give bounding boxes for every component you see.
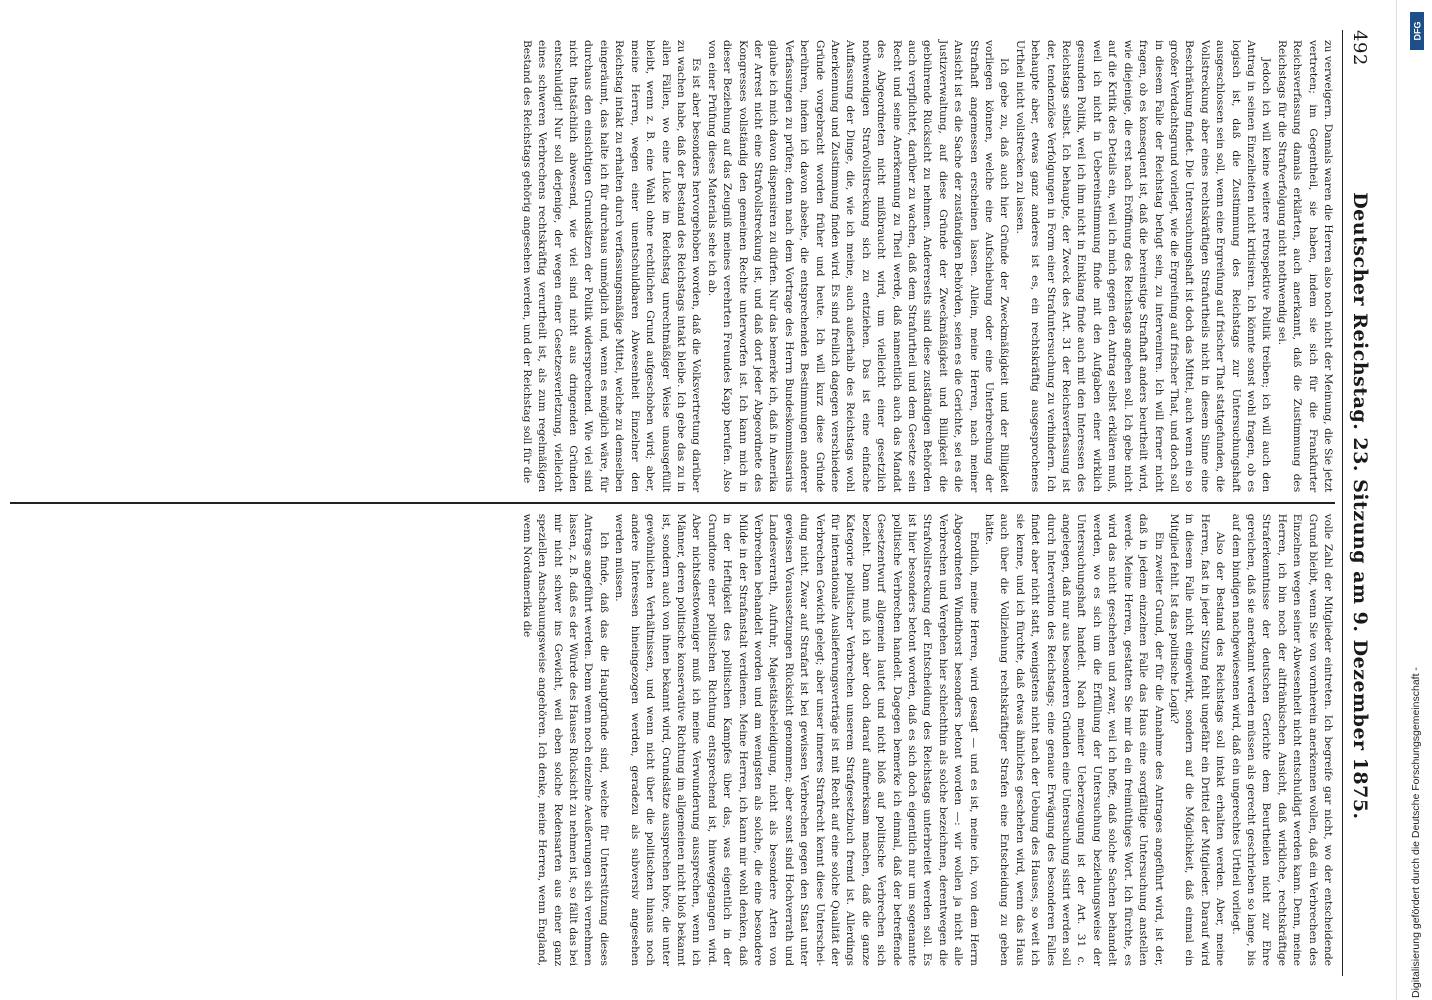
paragraph: Es ist aber besonders hervorgehoben worden, daß die Volksvertretung darüber zu wachen habe, daß der Bestand des Reichstags intakt bleibe. Ich gebe das zu in allen Fällen, wo eine Lücke im Reichstag unrechtmäßiger Weise unausgefüllt bleibt, wenn z. B. eine Wahl ohne rechtlichen Grund aufgeschoben wird; aber, meine Herren, wegen einer unentschuldbaren Abwesenheit Einzelner den Reichstag intakt zu erhalten durch verfassungsmäßige Mittel, welche zu demselben eingeräumt, das halte ich für durchaus unmöglich und, wenn es möglich wäre, für durchaus den einsichtigen Grundsätzen der Politik widersprechend. Wie viel sind nicht thatsächlich abwesend, wie viel sind nicht aus dringenden Gründen entschuldigt! Nur soll derjenige, der wegen einer Gesetzesverletzung, vielleicht eines schweren Verbrechens rechtskräftig verurtheilt ist, als zum regelmäßigen Bestand des Reichstags gehörig angesehen werden, und der Reichstag soll für die [520, 40, 703, 493]
paragraph: Endlich, meine Herren, wird gesagt — und es ist, meine ich, von dem Herrn Abgeordneten Windthorst besonders betont worden —: wir wollen ja nicht alle Verbrechen und Vergehen hier schlechthin als solche bezeichnen, derentwegen die Strafvollstreckung der Entscheidung des Reichstags unterbreitet werden soll. Es ist hier besonders betont worden, daß es sich doch eigentlich nur um sogenannte politische Verbrechen handelt. Dagegen bemerke ich einmal, daß der betreffende Gesetzentwurf allgemein lautet und nicht bloß auf politische Verbrechen sich bezieht. Dann muß ich aber doch darauf aufmerksam machen, daß die ganze Kategorie politischer Verbrechen unserem Strafgesetzbuch fremd ist. Allerdings für internationale Auslieferungsverträge ist mit Recht auf eine solche Qualität der Verbrechen Gewicht gelegt; aber unser inneres Strafrecht kennt diese Unterschei-dung nicht. Zwar auf Strafart ist bei gewissen Verbrechen gegen den Staat unter gewissen Voraussetzungen Rücksicht genommen; aber sonst sind Hochverrath und Landesverrath, Aufruhr, Majestätsbeleidigung, nicht als besondere Arten von Verbrechen behandelt worden und am wenigsten als solche, die eine besondere Milde in der Strafanstalt verdienen. Meine Herren, ich kann mir wohl denken, daß in der Heftigkeit des politischen Kampfes über das, was eigentlich in der Grundtone einer politischen Richtung entsprechend ist, hinweggegangen wird. Aber nichtsdestoweniger muß ich meine Verwunderung aussprechen, wenn ich Männer, deren politische konservative Richtung im allgemeinen nicht bloß bekannt ist, sondern auch von ihnen bekannt wird, Grundsätze aussprechen höre, die unter gewöhnlichen Verhältnissen, und wenn nicht über die politischen hinaus noch andere Interessen hineingezogen werden, geradezu als subversiv angesehen werden müssen. [613, 513, 980, 966]
paragraph: Ich gebe zu, daß auch hier Gründe der Zweckmäßigkeit und der Billigkeit vorliegen können, welche eine Aufschiebung oder eine Unterbrechung der Strafhaft angemessen erscheinen lassen. Allein, meine Herren, nach meiner Ansicht ist es die Sache der zuständigen Behörden, seien es die Gerichte, sei es die Justizverwaltung, auf diese Gründe der Zweckmäßigkeit und Billigkeit die gebührende Rücksicht zu nehmen. Andererseits sind diese zuständigen Behörden auch verpflichtet, darüber zu wachen, daß dem Strafurtheil und dem Gesetze sein Recht und seine Anerkennung zu Theil werde, daß namentlich auch das Mandat des Abgeordneten nicht mißbraucht wird, um vielleicht einer gesetzlich nothwendigen Strafvollstreckung sich zu entziehen. Das ist eine einfache Auffassung der Dinge, die, wie ich meine, auch außerhalb des Reichstags wohl Anerkennung und Zustimmung finden wird. Es sind freilich dagegen verschiedene Gründe vorgebracht worden früher und heute. Ich will kurz diese Gründe berühren, indem ich davon absehe, die entsprechenden Bestimmungen anderer Verfassungen zu prüfen; denn nach dem Vortrage des Herrn Bundeskommissarius glaube ich mich davon dispensiren zu dürfen. Nur das bemerke ich, daß in Amerika der Arrest nicht eine Strafvollstreckung ist, und daß dort jeder Abgeordnete des Kongresses vollständig den gemeinen Rechte unterworfen ist. Ich kann mich in dieser Beziehung auf das Zeugniß meines verehrten Freundes Kapp berufen. Also von einer Prüfung dieses Materials sehe ich ab. [705, 40, 1011, 493]
paragraph: Ich finde, daß das die Hauptgründe sind, welche für Unterstützung dieses Antrags angeführt werden. Denn wenn noch einzelne Aeußerungen sich vernehmen lassen, z. B. daß es der Würde des Hauses Rücksicht zu nehmen ist, so fällt das bei mir nicht schwer ins Gewicht, weil eben solche Redensarten aus einer ganz speziellen Anschauungsweise angehören. Ich denke, meine Herren, wenn England, wenn Nordamerika die [520, 513, 610, 966]
digitization-caption: Digitalisierung gefördert durch die Deutsche Forschungsgemeinschaft - [1410, 667, 1422, 998]
dfg-logo [1410, 12, 1424, 50]
paragraph: volle Zahl der Mitglieder eintreten. Ich begreife gar nicht, wo der entscheidende Grund bleibt, wenn Sie von vornherein anerkennen wollen, daß ein Verbrechen des Einzelnen wegen seiner Abwesenheit nicht entschuldigt werden kann. Denn, meine Herren, ich bin noch der altfränkischen Ansicht, daß wirkliche, rechtskräftige Straferkenntnisse der deutschen Gerichte dem Beurtheilen nicht zur Ehre gereichen, daß sie anerkannt werden müssen als gerecht geschrieben so lange, bis auf dem bindigen nachgewiesenen wird, daß ein ungerechtes Urtheil vorliegt. [1229, 513, 1334, 966]
paragraph: Jedoch ich will keine weitere retrospektive Politik treiben; ich will auch den Antrag in seinen Einzelheiten nicht kritisiren. Ich könnte sonst wohl fragen, ob es logisch ist, daß die Zustimmung des Reichstags zur Untersuchungshaft ausgeschlossen sein soll, wenn eine Ergreifung auf frischer That stattgefunden, die Vollstreckung aber eines rechtskräftigen Strafurtheils nicht in diesem Sinne eine Beschränkung findet. Die Untersuchungshaft ist doch das Mittel, auch wenn ein so großer Verdachtsgrund vorliegt, wie die Ergreifung auf frischer That, und doch soll in diesem Falle der Reichstag befugt sein, zu interveniren. Ich will ferner nicht fragen, ob es konsequent ist, daß die bereinstige Strafhaft anders beurtheilt wird, wie diejenige, die erst nach Eröffnung des Reichstags angehen soll. Ich gebe nicht auf die Kritik des Details ein, weil ich mich gegen den Antrag selbst erklären muß, weil ich nicht in Uebereinstimmung finde mit den Aufgaben einer wirklich gesunden Politik, weil ich ihm nicht in Einklang finde auch mit den Interessen des Reichstags selbst. Ich behaupte, der Zweck des Art. 31 der Reichsverfassung ist der, tendenziöse Verfolgungen in Form einer Strafuntersuchung zu verhindern. Ich behaupte aber, etwas ganz anderes ist es, ein rechtskräftig ausgesprochenes Urtheil nicht vollstrecken zu lassen. [1013, 40, 1273, 493]
right-column [10, 504, 1335, 976]
left-column [10, 30, 1335, 502]
page-title: Deutscher Reichstag. 23. Sitzung am 9. Dezember 1875. [1349, 192, 1371, 820]
page-number: 492 [1349, 30, 1371, 66]
paragraph: Ein zweiter Grund, der für die Annahme des Antrages angeführt wird, ist der, daß in jedem einzelnen Falle das Haus eine sorgfältige Untersuchung anstellen werde. Meine Herren, gestatten Sie mir da ein freimüthiges Wort. Ich fürchte, es wird das nicht geschehen und zwar, weil ich hoffe, daß solche Sachen behandelt werden, wo es sich um die Erfüllung der Untersuchung beziehungsweise der Untersuchungshaft handelt. Nach meiner Ueberzeugung ist der Art. 31 c. angelegen, daß nur aus besonderen Gründen eine Untersuchung sistirt werden soll durch Intervention des Reichstags; eine genaue Erwägung des besonderen Falles findet aber nicht statt, wenigstens nicht nach der Uebung des Hauses, so weit ich sie kenne, und ich fürchte, daß etwas ähnliches geschehen wird, wenn das Haus auch über die Vollziehung rechtskräftiger Strafen eine Entscheidung zu geben hätte. [983, 513, 1165, 966]
text-columns [10, 30, 1335, 976]
dfg-logo-text: DFG [1412, 21, 1422, 41]
paragraph: Also der Bestand des Reichstags soll intakt erhalten werden. Aber, meine Herren, fast in jeder Sitzung fehlt ungefähr ein Drittel der Mitglieder. Darauf wird in diesem Falle nicht eingewirkt, sondern auf die Möglichkeit, daß einmal ein Mitglied fehlt. Ist das politische Logik? [1167, 513, 1227, 966]
page-header [1342, 30, 1377, 976]
paragraph: zu verweigern. Damals waren die Herren also noch nicht der Meinung, die Sie jetzt vertreten; im Gegentheil, sie haben, indem sie sich für die Frankfurter Reichsverfassung damals erklärten, auch anerkannt, daß die Zustimmung des Reichstags für die Strafverfolgung nicht nothwendig sei. [1275, 40, 1334, 493]
